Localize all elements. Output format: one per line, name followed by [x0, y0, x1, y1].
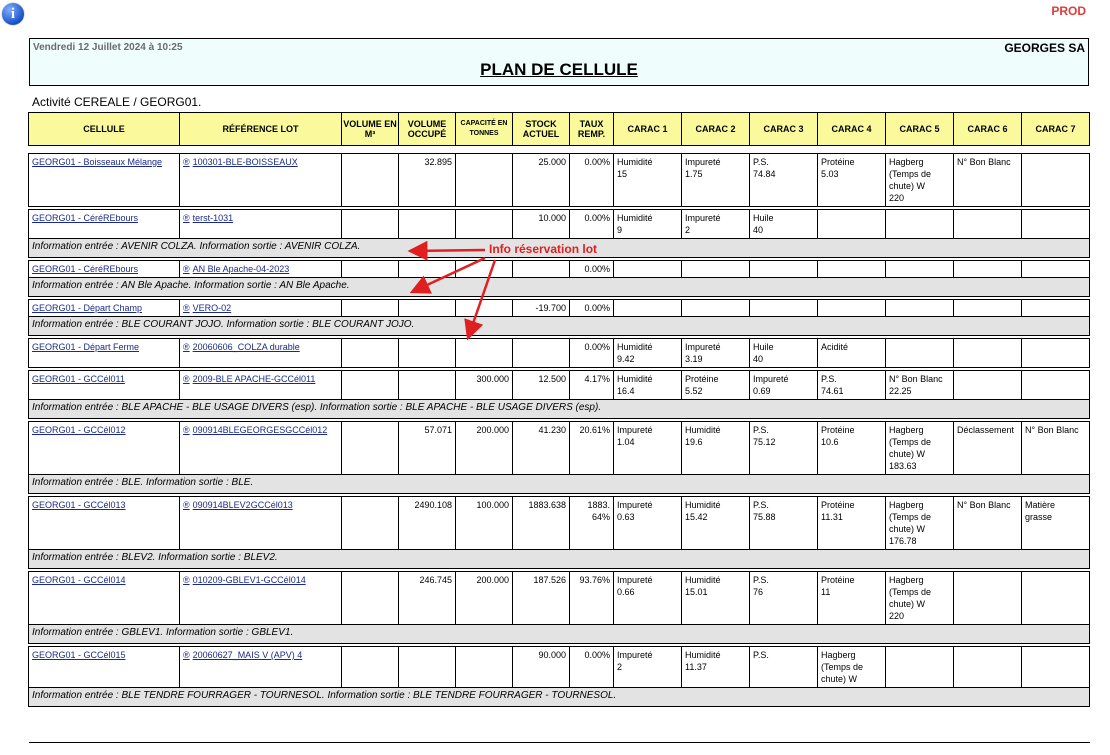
lot-cell [180, 572, 342, 625]
fill-rate-cell: 0.00% [570, 300, 614, 317]
capacity-cell [456, 339, 513, 368]
registered-icon[interactable]: ® [183, 213, 190, 223]
cell-name-cell [29, 300, 180, 317]
reservation-info-row [29, 475, 1090, 494]
carac-cell: Humidité 15 [614, 154, 682, 207]
cell-name-cell [29, 339, 180, 368]
carac-cell [614, 261, 682, 278]
reservation-info-text: Information entrée : BLE COURANT JOJO. Information sortie : BLE COURANT JOJO. [29, 317, 1090, 336]
carac-cell: Protéine 11.31 [818, 497, 886, 550]
col-header-stock-actuel: STOCK ACTUEL [513, 113, 570, 146]
reservation-info-text: Information entrée : AVENIR COLZA. Information sortie : AVENIR COLZA. [29, 239, 1090, 258]
lot-cell [180, 647, 342, 688]
carac-cell: Protéine 10.6 [818, 422, 886, 475]
table-body [29, 146, 1090, 707]
cell-name-cell [29, 497, 180, 550]
capacity-cell: 200.000 [456, 572, 513, 625]
stock-cell: 41.230 [513, 422, 570, 475]
stock-cell [513, 339, 570, 368]
carac-cell [1022, 154, 1090, 207]
table-row [29, 154, 1090, 207]
stock-cell: 1883.638 [513, 497, 570, 550]
reservation-info-row [29, 688, 1090, 707]
registered-icon[interactable]: ® [183, 157, 190, 167]
carac-cell: Huile 40 [750, 339, 818, 368]
lot-cell [180, 422, 342, 475]
lot-cell [180, 210, 342, 239]
carac-cell: Huile 40 [750, 210, 818, 239]
reservation-info-text: Information entrée : GBLEV1. Information sortie : GBLEV1. [29, 625, 1090, 644]
registered-icon[interactable]: ® [183, 425, 190, 435]
registered-icon[interactable]: ® [183, 374, 190, 384]
carac-cell: Impureté 3.19 [682, 339, 750, 368]
volume-occupied-cell: 246.745 [399, 572, 456, 625]
carac-cell: Humidité 15.01 [682, 572, 750, 625]
table-row [29, 497, 1090, 550]
carac-cell: N° Bon Blanc [954, 497, 1022, 550]
capacity-cell: 300.000 [456, 371, 513, 400]
fill-rate-cell: 0.00% [570, 261, 614, 278]
reservation-info-row [29, 400, 1090, 419]
volume-cell [342, 497, 399, 550]
carac-cell [750, 300, 818, 317]
carac-cell: Acidité [818, 339, 886, 368]
stock-cell: -19.700 [513, 300, 570, 317]
carac-cell: Protéine 5.03 [818, 154, 886, 207]
registered-icon[interactable]: ® [183, 650, 190, 660]
volume-occupied-cell [399, 339, 456, 368]
volume-cell [342, 422, 399, 475]
carac-cell: P.S. 74.84 [750, 154, 818, 207]
cell-link[interactable]: GEORG01 - GCCél013 [32, 500, 126, 510]
carac-cell: Humidité 9.42 [614, 339, 682, 368]
volume-cell [342, 261, 399, 278]
col-header-carac-7: CARAC 7 [1022, 113, 1090, 146]
lot-cell [180, 154, 342, 207]
cell-link[interactable]: GEORG01 - Départ Ferme [32, 342, 140, 352]
carac-cell [1022, 261, 1090, 278]
carac-cell: Impureté 0.66 [614, 572, 682, 625]
carac-cell: Humidité 15.42 [682, 497, 750, 550]
row-spacer [29, 146, 1090, 154]
cell-name-cell [29, 261, 180, 278]
cell-name-cell [29, 572, 180, 625]
table-row [29, 261, 1090, 278]
carac-cell: Humidité 11.37 [682, 647, 750, 688]
col-header-volume-m3: VOLUME EN M³ [342, 113, 399, 146]
carac-cell [1022, 572, 1090, 625]
table-row [29, 647, 1090, 688]
cell-link[interactable]: GEORG01 - GCCél011 [32, 374, 125, 384]
fill-rate-cell: 0.00% [570, 339, 614, 368]
carac-cell: Humidité 16.4 [614, 371, 682, 400]
page-title: PLAN DE CELLULE [480, 60, 638, 79]
fill-rate-cell: 4.17% [570, 371, 614, 400]
lot-link[interactable]: 090914BLEGEORGESGCCél012 [192, 425, 328, 435]
carac-cell [954, 339, 1022, 368]
capacity-cell [456, 647, 513, 688]
annotation-label: Info réservation lot [489, 242, 598, 256]
col-header-volume-occupe: VOLUME OCCUPÉ [399, 113, 456, 146]
table-row [29, 572, 1090, 625]
lot-cell [180, 261, 342, 278]
carac-cell: P.S. [750, 647, 818, 688]
carac-cell: Protéine 5.52 [682, 371, 750, 400]
reservation-info-text: Information entrée : BLE APACHE - BLE USAGE DIVERS (esp). Information sortie : BLE APACHE - BLE USAGE DIVERS (esp). [29, 400, 1090, 419]
table-row [29, 300, 1090, 317]
cell-name-cell [29, 422, 180, 475]
lot-link[interactable]: AN Ble Apache-04-2023 [192, 264, 290, 274]
carac-cell [1022, 371, 1090, 400]
volume-occupied-cell: 57.071 [399, 422, 456, 475]
stock-cell: 25.000 [513, 154, 570, 207]
volume-occupied-cell [399, 647, 456, 688]
stock-cell [513, 261, 570, 278]
lot-link[interactable]: 20060627_MAIS V (APV) 4 [192, 650, 303, 660]
carac-cell [954, 261, 1022, 278]
lot-cell [180, 371, 342, 400]
carac-cell [886, 647, 954, 688]
carac-cell: Hagberg (Temps de chute) W 220 [886, 572, 954, 625]
carac-cell: Protéine 11 [818, 572, 886, 625]
carac-cell: P.S. 75.88 [750, 497, 818, 550]
carac-cell: Hagberg (Temps de chute) W 220 [886, 154, 954, 207]
lot-link[interactable]: 20060606_COLZA durable [192, 342, 300, 352]
carac-cell [954, 572, 1022, 625]
cell-link[interactable]: GEORG01 - GCCél014 [32, 575, 126, 585]
volume-cell [342, 572, 399, 625]
carac-cell [818, 210, 886, 239]
reservation-info-text: Information entrée : BLE TENDRE FOURRAGER - TOURNESOL. Information sortie : BLE TENDRE FOURRAGER - TOURNESOL. [29, 688, 1090, 707]
carac-cell [1022, 210, 1090, 239]
col-header-cellule: CELLULE [29, 113, 180, 146]
lot-link[interactable]: VERO-02 [192, 303, 232, 313]
fill-rate-cell: 1883. 64% [570, 497, 614, 550]
cell-link[interactable]: GEORG01 - Départ Champ [32, 303, 143, 313]
volume-cell [342, 371, 399, 400]
stock-cell: 12.500 [513, 371, 570, 400]
carac-cell [818, 300, 886, 317]
carac-cell: Impureté 2 [682, 210, 750, 239]
lot-link[interactable]: terst-1031 [192, 213, 234, 223]
reservation-info-text: Information entrée : BLE. Information sortie : BLE. [29, 475, 1090, 494]
registered-icon[interactable]: ® [183, 575, 190, 585]
capacity-cell: 200.000 [456, 422, 513, 475]
table-row [29, 422, 1090, 475]
reservation-info-text: Information entrée : AN Ble Apache. Information sortie : AN Ble Apache. [29, 278, 1090, 297]
reservation-info-row [29, 550, 1090, 569]
carac-cell [682, 300, 750, 317]
company-name: GEORGES SA [1004, 41, 1085, 55]
activity-label: Activité CEREALE / GEORG01. [32, 95, 202, 109]
carac-cell: N° Bon Blanc [1022, 422, 1090, 475]
carac-cell: Matière grasse [1022, 497, 1090, 550]
carac-cell: Humidité 9 [614, 210, 682, 239]
carac-cell: P.S. 76 [750, 572, 818, 625]
capacity-cell [456, 154, 513, 207]
cell-link[interactable]: GEORG01 - GCCél012 [32, 425, 126, 435]
cell-name-cell [29, 371, 180, 400]
table-row [29, 210, 1090, 239]
report-date: Vendredi 12 Juillet 2024 à 10:25 [33, 42, 183, 53]
col-header-carac-3: CARAC 3 [750, 113, 818, 146]
carac-cell: Impureté 0.69 [750, 371, 818, 400]
registered-icon[interactable]: ® [183, 342, 190, 352]
cell-link[interactable]: GEORG01 - CéréREbours [32, 213, 139, 223]
volume-occupied-cell [399, 300, 456, 317]
cell-plan-table [28, 112, 1090, 707]
reservation-info-text: Information entrée : BLEV2. Information sortie : BLEV2. [29, 550, 1090, 569]
stock-cell: 187.526 [513, 572, 570, 625]
carac-cell: Impureté 0.63 [614, 497, 682, 550]
registered-icon[interactable]: ® [183, 264, 190, 274]
carac-cell [886, 300, 954, 317]
carac-cell [1022, 339, 1090, 368]
volume-occupied-cell [399, 261, 456, 278]
col-header-reference-lot: RÉFÉRENCE LOT [180, 113, 342, 146]
reservation-info-row [29, 278, 1090, 297]
carac-cell: Impureté 1.04 [614, 422, 682, 475]
environment-label: PROD [1051, 4, 1086, 18]
carac-cell: Impureté 1.75 [682, 154, 750, 207]
carac-cell [818, 261, 886, 278]
carac-cell: Impureté 2 [614, 647, 682, 688]
carac-cell: P.S. 75.12 [750, 422, 818, 475]
carac-cell: N° Bon Blanc 22.25 [886, 371, 954, 400]
volume-cell [342, 210, 399, 239]
cell-name-cell [29, 647, 180, 688]
lot-link[interactable]: 010209-GBLEV1-GCCél014 [192, 575, 306, 585]
carac-cell [750, 261, 818, 278]
cell-link[interactable]: GEORG01 - Boisseaux Mélange [32, 157, 163, 167]
carac-cell: Hagberg (Temps de chute) W 176.78 [886, 497, 954, 550]
registered-icon[interactable]: ® [183, 303, 190, 313]
carac-cell [954, 647, 1022, 688]
volume-occupied-cell: 2490.108 [399, 497, 456, 550]
capacity-cell [456, 300, 513, 317]
col-header-carac-1: CARAC 1 [614, 113, 682, 146]
table-header-row [29, 113, 1090, 146]
info-icon[interactable]: i [2, 3, 24, 25]
carac-cell: Hagberg (Temps de chute) W [818, 647, 886, 688]
col-header-carac-2: CARAC 2 [682, 113, 750, 146]
carac-cell [682, 261, 750, 278]
carac-cell [954, 371, 1022, 400]
volume-occupied-cell [399, 371, 456, 400]
lot-cell [180, 497, 342, 550]
cell-name-cell [29, 210, 180, 239]
fill-rate-cell: 0.00% [570, 154, 614, 207]
lot-cell [180, 339, 342, 368]
carac-cell: P.S. 74.61 [818, 371, 886, 400]
fill-rate-cell: 20.61% [570, 422, 614, 475]
stock-cell: 10.000 [513, 210, 570, 239]
table-row [29, 371, 1090, 400]
col-header-capacite: CAPACITÉ EN TONNES [456, 113, 513, 146]
col-header-carac-4: CARAC 4 [818, 113, 886, 146]
carac-cell: Hagberg (Temps de chute) W 183.63 [886, 422, 954, 475]
carac-cell [886, 339, 954, 368]
report-header [29, 38, 1089, 86]
lot-link[interactable]: 090914BLEV2GCCél013 [192, 500, 293, 510]
fill-rate-cell: 93.76% [570, 572, 614, 625]
volume-occupied-cell [399, 210, 456, 239]
reservation-info-row [29, 625, 1090, 644]
carac-cell: N° Bon Blanc [954, 154, 1022, 207]
bottom-divider [29, 742, 1090, 743]
volume-cell [342, 339, 399, 368]
carac-cell: Déclassement [954, 422, 1022, 475]
cell-name-cell [29, 154, 180, 207]
lot-link[interactable]: 100301-BLE-BOISSEAUX [192, 157, 298, 167]
carac-cell [954, 300, 1022, 317]
carac-cell [886, 210, 954, 239]
carac-cell: Humidité 19.6 [682, 422, 750, 475]
reservation-info-row [29, 317, 1090, 336]
capacity-cell [456, 210, 513, 239]
carac-cell [954, 210, 1022, 239]
col-header-carac-5: CARAC 5 [886, 113, 954, 146]
registered-icon[interactable]: ® [183, 500, 190, 510]
table-row [29, 339, 1090, 368]
capacity-cell [456, 261, 513, 278]
volume-cell [342, 154, 399, 207]
fill-rate-cell: 0.00% [570, 210, 614, 239]
cell-link[interactable]: GEORG01 - GCCél015 [32, 650, 126, 660]
volume-occupied-cell: 32.895 [399, 154, 456, 207]
lot-cell [180, 300, 342, 317]
col-header-carac-6: CARAC 6 [954, 113, 1022, 146]
volume-cell [342, 647, 399, 688]
volume-cell [342, 300, 399, 317]
col-header-taux-remp: TAUX REMP. [570, 113, 614, 146]
carac-cell [1022, 647, 1090, 688]
carac-cell [1022, 300, 1090, 317]
cell-link[interactable]: GEORG01 - CéréREbours [32, 264, 139, 274]
carac-cell [886, 261, 954, 278]
lot-link[interactable]: 2009-BLE APACHE-GCCél011 [192, 374, 316, 384]
carac-cell [614, 300, 682, 317]
fill-rate-cell: 0.00% [570, 647, 614, 688]
capacity-cell: 100.000 [456, 497, 513, 550]
stock-cell: 90.000 [513, 647, 570, 688]
